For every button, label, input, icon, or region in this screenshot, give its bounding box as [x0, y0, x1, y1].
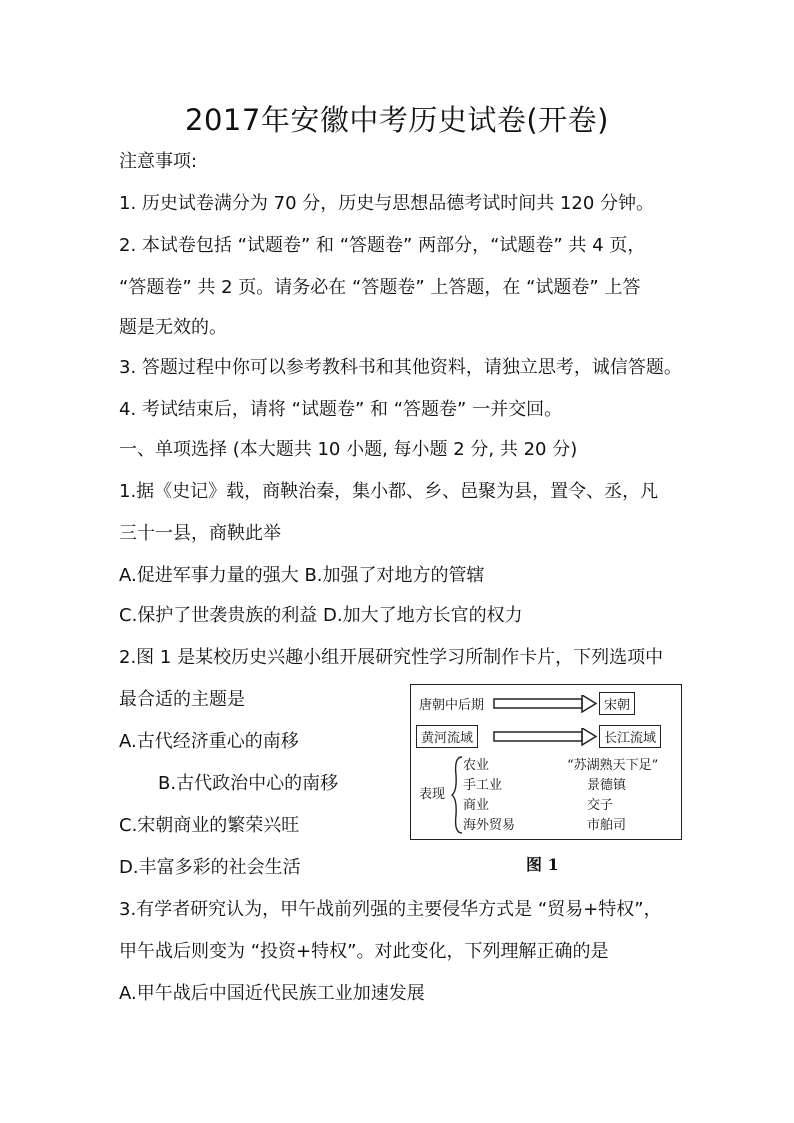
figure-example: 景德镇 — [587, 778, 627, 793]
notice-item-4: 4. 考试结束后，请将 “试题卷” 和 “答题卷” 一并交回。 — [119, 399, 563, 420]
page-title: 2017年安徽中考历史试卷(开卷) — [185, 103, 609, 137]
figure-category: 农业 — [463, 758, 490, 773]
notice-item-2-line-1: 2. 本试卷包括 “试题卷” 和 “答题卷” 两部分，“试题卷” 共 4 页， — [119, 235, 646, 256]
q1-stem-line-1: 1.据《史记》载，商鞅治秦，集小都、乡、邑聚为县，置令、丞，凡 — [119, 481, 659, 502]
q2-option-a: A.古代经济重心的南移 — [119, 731, 299, 752]
figure-to-period: 宋朝 — [599, 692, 635, 715]
figure-category: 商业 — [463, 798, 490, 813]
section-1-heading: 一、单项选择 (本大题共 10 小题, 每小题 2 分, 共 20 分) — [119, 439, 578, 460]
q1-options-line-2: C.保护了世袭贵族的利益 D.加大了地方长官的权力 — [119, 605, 523, 626]
figure-from-period: 唐朝中后期 — [419, 698, 485, 713]
notice-item-2-line-2: “答题卷” 共 2 页。请务必在 “答题卷” 上答题，在 “试题卷” 上答 — [119, 277, 641, 298]
figure-example: “苏湖熟天下足” — [567, 758, 659, 773]
figure-example: 市舶司 — [587, 818, 627, 833]
q2-option-d: D.丰富多彩的社会生活 — [119, 857, 301, 878]
arrow-right-icon — [493, 728, 597, 746]
notice-item-2-line-3: 题是无效的。 — [119, 317, 227, 338]
notice-heading: 注意事项: — [119, 151, 198, 172]
figure-label: 表现 — [419, 787, 446, 802]
q3-option-a: A.甲午战后中国近代民族工业加速发展 — [119, 983, 425, 1004]
q2-stem-line-1: 2.图 1 是某校历史兴趣小组开展研究性学习所制作卡片，下列选项中 — [119, 647, 664, 668]
q3-stem-line-2: 甲午战后则变为 “投资+特权”。对此变化，下列理解正确的是 — [119, 941, 609, 962]
notice-item-1: 1. 历史试卷满分为 70 分，历史与思想品德考试时间共 120 分钟。 — [119, 193, 655, 214]
figure-1-card — [410, 684, 682, 840]
figure-example: 交子 — [587, 798, 614, 813]
q2-option-b: B.古代政治中心的南移 — [158, 773, 339, 794]
arrow-right-icon — [493, 695, 597, 713]
figure-category: 手工业 — [463, 778, 503, 793]
q1-stem-line-2: 三十一县，商鞅此举 — [119, 523, 281, 544]
q1-options-line-1: A.促进军事力量的强大 B.加强了对地方的管辖 — [119, 565, 485, 586]
figure-to-region: 长江流域 — [599, 725, 661, 748]
q2-stem-line-2: 最合适的主题是 — [119, 689, 245, 710]
figure-caption: 图 1 — [526, 855, 559, 874]
brace-icon — [451, 755, 463, 835]
notice-item-3: 3. 答题过程中你可以参考教科书和其他资料，请独立思考，诚信答题。 — [119, 357, 682, 378]
q2-option-c: C.宋朝商业的繁荣兴旺 — [119, 815, 300, 836]
q3-stem-line-1: 3.有学者研究认为，甲午战前列强的主要侵华方式是 “贸易+特权”， — [119, 899, 662, 920]
figure-category: 海外贸易 — [463, 818, 516, 833]
figure-from-region: 黄河流域 — [416, 725, 478, 748]
